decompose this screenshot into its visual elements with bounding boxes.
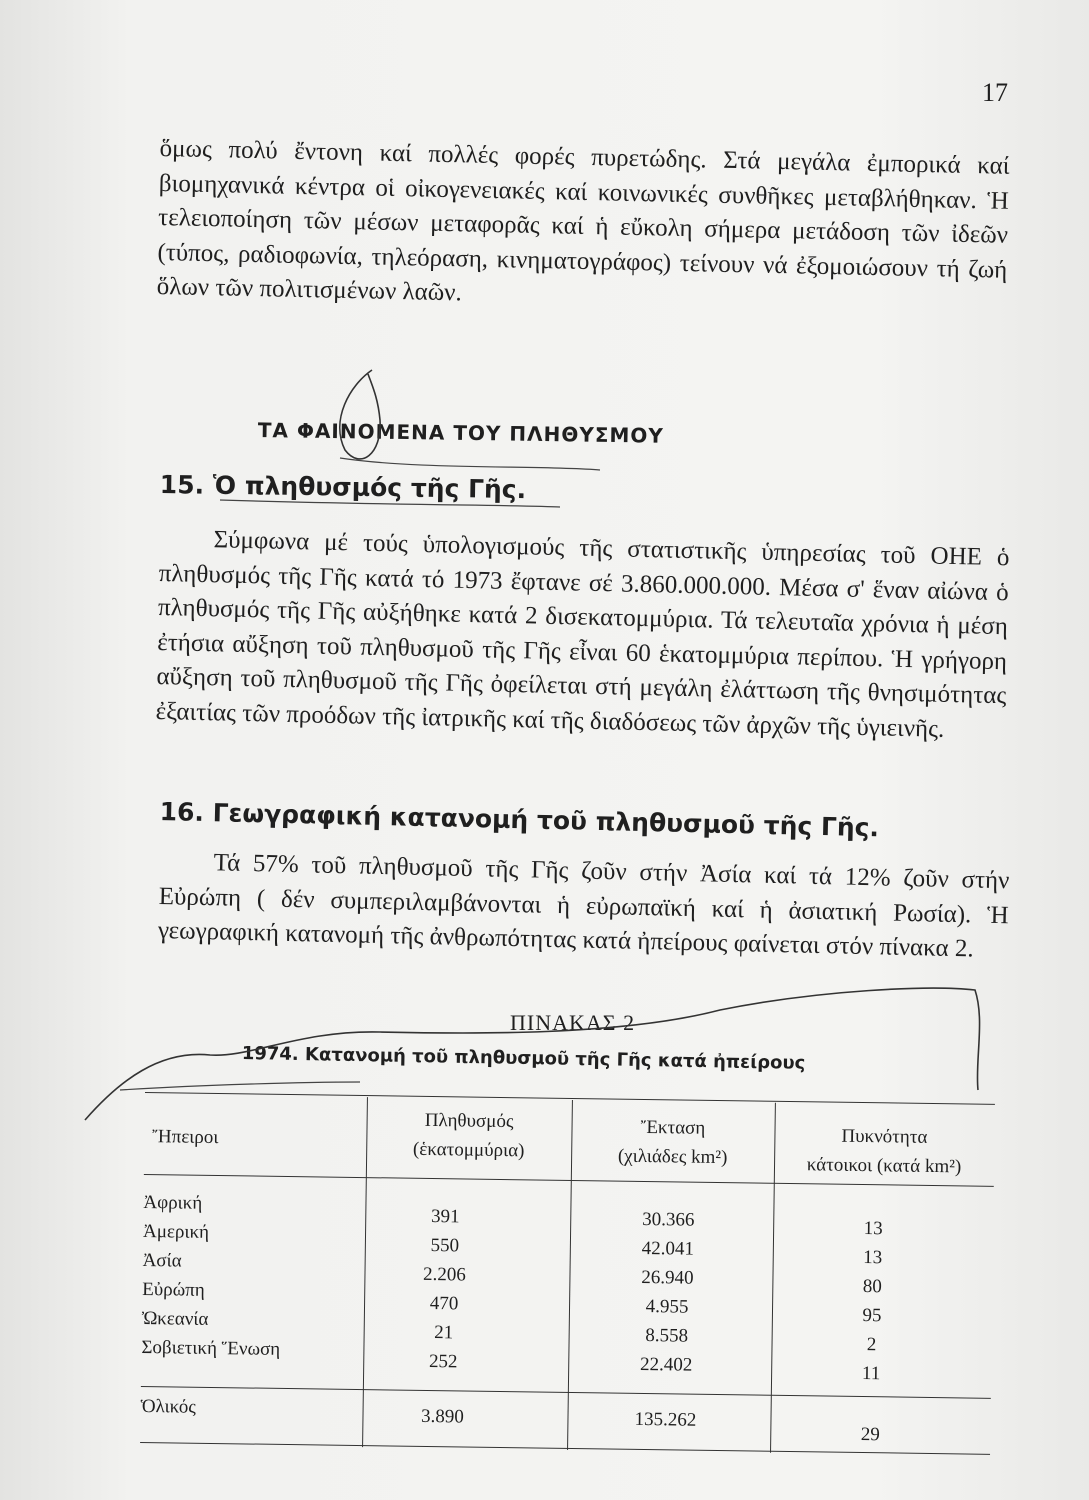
header-population-line1: Πληθυσμός — [424, 1109, 514, 1133]
total-area: 135.262 — [634, 1408, 697, 1431]
table-rule-top — [145, 1092, 995, 1105]
table-cell-continent: Σοβιετική Ἕνωση — [141, 1336, 281, 1360]
table-cell-population: 252 — [428, 1350, 458, 1373]
table-cell-density: 13 — [863, 1218, 883, 1240]
section-15-paragraph — [155, 522, 1009, 748]
table-cell-density: 80 — [862, 1276, 882, 1298]
column-area — [568, 1204, 766, 1381]
table-cell-area: 4.955 — [645, 1296, 689, 1318]
section-16-text: Τά 57% τοῦ πληθυσμοῦ τῆς Γῆς ζοῦν στήν Ἀσία καί τά 12% ζοῦν στήν Εὐρώπη ( δέν συμπεριλαμβάνονται ἡ εὐρωπαϊκή καί ἡ ἀσιατική Ρωσία). Ἡ γεωγραφική κατανομή τῆς ἀνθρωπότητας κατά ἠπείρους φαίνεται στόν πίνακα 2. — [157, 849, 1010, 963]
table-cell-area: 22.402 — [639, 1353, 693, 1376]
table-cell-density: 2 — [866, 1334, 877, 1356]
table-cell-continent: Ἀμερική — [142, 1220, 210, 1243]
table-cell-population: 470 — [429, 1292, 459, 1315]
circled-marking — [340, 370, 380, 459]
column-density — [771, 1213, 973, 1390]
page-number: 17 — [982, 78, 1008, 107]
caption-swoosh-mark — [120, 1082, 360, 1090]
header-area-line2: (χιλιάδες km²) — [617, 1145, 728, 1169]
header-area — [571, 1112, 775, 1173]
table-caption: 1974. Κατανομή τοῦ πληθυσμοῦ τῆς Γῆς κατά ἠπείρους — [241, 1043, 806, 1074]
table-cell-continent: Ὠκεανία — [141, 1307, 209, 1330]
population-table — [140, 1092, 995, 1456]
paragraph-intro — [156, 132, 1009, 322]
total-density: 29 — [860, 1424, 880, 1446]
heading-underline-mark — [340, 458, 600, 470]
section-15-title: 15. Ὁ πληθυσμός τῆς Γῆς. — [159, 470, 527, 505]
table-cell-density: 95 — [862, 1305, 882, 1327]
table-label: ΠΙΝΑΚΑΣ 2 — [510, 1010, 636, 1035]
header-population — [366, 1105, 572, 1166]
total-label: Ὁλικός — [140, 1395, 197, 1418]
paragraph-intro-text: ὅμως πολύ ἔντονη καί πολλές φορές πυρετώδης. Στά μεγάλα ἐμπορικά καί βιομηχανικά κέντρα οἱ οἰκογενειακές καί κοινωνικές συνθῆκες μεταβλήθηκαν. Ἡ τελειοποίηση τῶν μέσων μεταφορᾶς καί ἡ εὔκολη σήμερα μετάδοση τῶν ἰδεῶν (τύπος, ραδιοφωνία, τηλεόραση, κινηματογράφος) τείνουν νά ἐξομοιώσουν τή ζωή ὅλων τῶν πολιτισμένων λαῶν. — [156, 134, 1010, 307]
table-cell-area: 30.366 — [641, 1208, 695, 1231]
column-population — [363, 1201, 525, 1377]
total-population: 3.890 — [420, 1405, 465, 1428]
table-cell-population: 550 — [430, 1235, 460, 1257]
header-area-line1: Ἔκταση — [640, 1116, 706, 1139]
header-continent: Ἤπειροι — [152, 1126, 219, 1149]
table-cell-continent: Ἀσία — [142, 1249, 182, 1272]
table-cell-area: 8.558 — [645, 1325, 689, 1347]
section-16-paragraph — [158, 845, 1010, 968]
table-cell-area: 26.940 — [641, 1266, 694, 1289]
table-cell-continent: Ἀφρική — [143, 1191, 203, 1214]
table-cell-population: 21 — [434, 1322, 454, 1344]
section-15-text: Σύμφωνα μέ τούς ὑπολογισμούς τῆς στατιστικῆς ὑπηρεσίας τοῦ ΟΗΕ ὁ πληθυσμός τῆς Γῆς κατά τό 1973 ἔφτανε σέ 3.860.000.000. Μέσα σ' ἕναν αἰώνα ὁ πληθυσμός τῆς Γῆς αὐξήθηκε κατά 2 δισεκατομμύρια. Τά τελευταῖα χρόνια ἡ μέση ἐτήσια αὔξηση τοῦ πληθυσμοῦ τῆς Γῆς εἶναι 60 ἑκατομμύρια περίπου. Ἡ γρήγορη αὔξηση τοῦ πληθυσμοῦ τῆς Γῆς ὀφείλεται στή μεγάλη ἐλάττωση τῆς θνησιμότητας ἐξαιτίας τῶν προόδων τῆς ἰατρικῆς καί τῆς διαδόσεως τῶν ἀρχῶν τῆς ὑγιεινῆς. — [155, 526, 1010, 743]
section-16-title: 16. Γεωγραφική κατανομή τοῦ πληθυσμοῦ τῆς Γῆς. — [159, 797, 880, 843]
table-cell-density: 13 — [863, 1247, 883, 1269]
header-density-line2: κάτοικοι (κατά km²) — [806, 1154, 962, 1178]
table-cell-area: 42.041 — [641, 1237, 695, 1260]
column-continents — [141, 1188, 363, 1365]
header-density-line1: Πυκνότητα — [841, 1125, 928, 1148]
table-cell-population: 391 — [430, 1206, 460, 1228]
table-cell-continent: Εὐρώπη — [142, 1278, 205, 1301]
chapter-heading: ΤΑ ΦΑΙΝΟΜΕΝΑ ΤΟΥ ΠΛΗΘΥΣΜΟΥ — [257, 418, 665, 448]
table-cell-population: 2.206 — [422, 1263, 466, 1286]
header-population-line2: (ἑκατομμύρια) — [412, 1138, 525, 1162]
table-cell-density: 11 — [861, 1363, 881, 1385]
header-density — [774, 1121, 995, 1182]
